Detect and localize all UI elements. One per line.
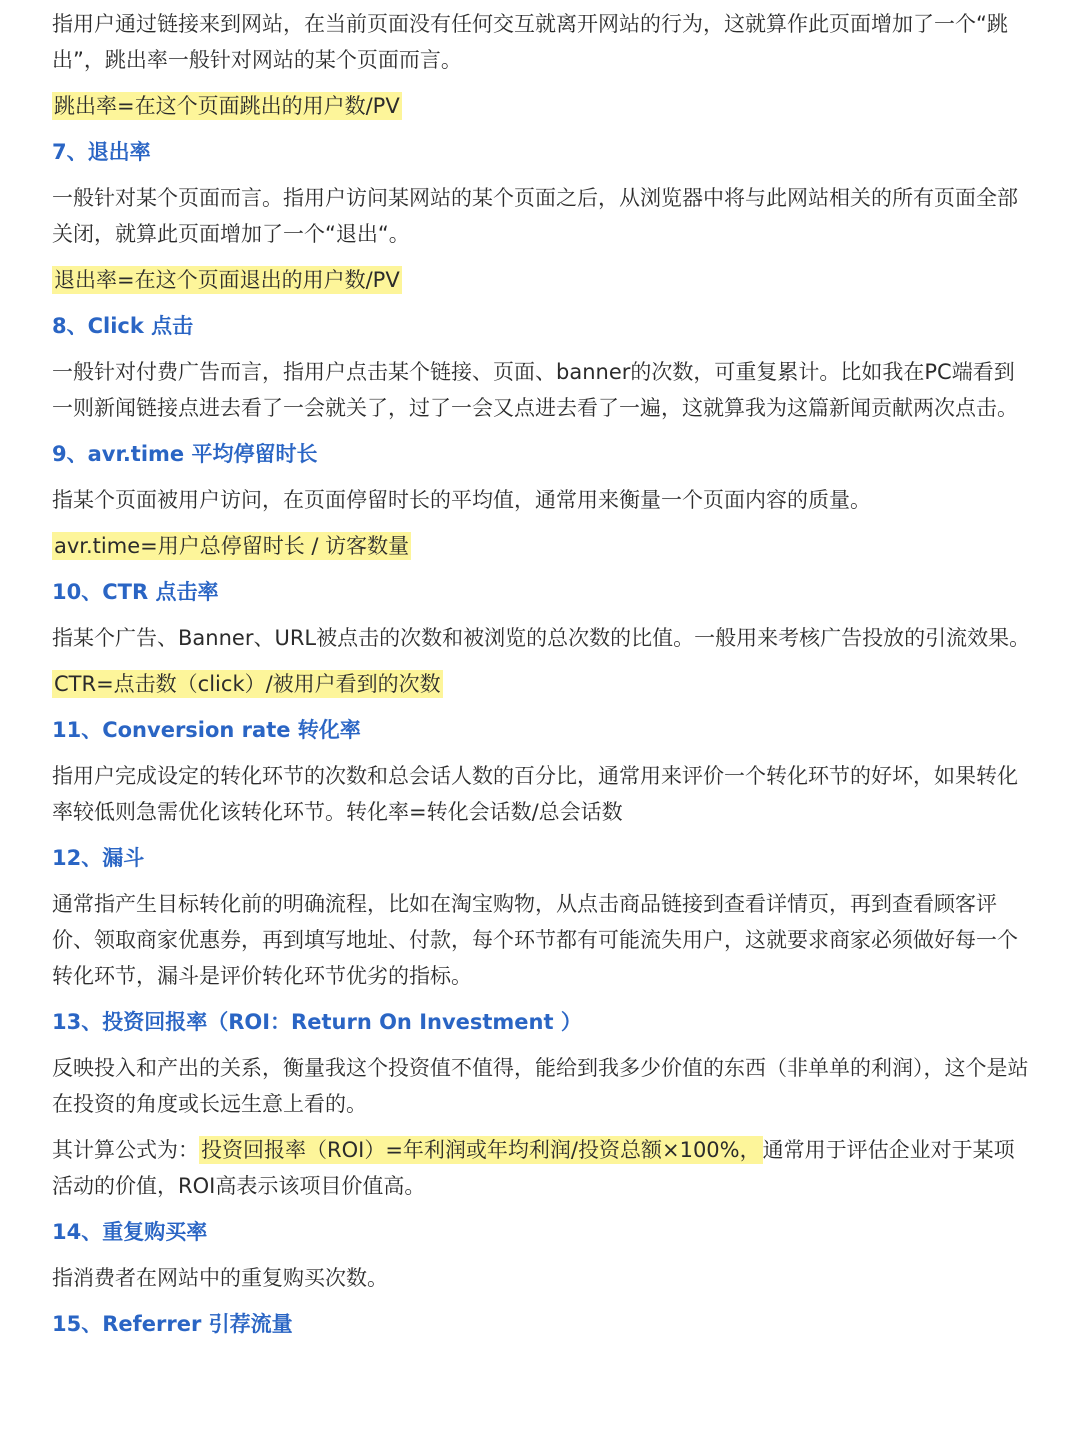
conversion-rate-paragraph: 指用户完成设定的转化环节的次数和总会话人数的百分比，通常用来评价一个转化环节的好坏，如果转化率较低则急需优化该转化环节。转化率=转化会话数/总会话数 <box>52 764 1018 824</box>
avr-time-formula-line <box>52 528 1032 564</box>
roi-calc-paragraph <box>52 1132 1032 1204</box>
heading-click: 8、Click 点击 <box>52 314 194 338</box>
heading-referrer: 15、Referrer 引荐流量 <box>52 1312 293 1336</box>
bounce-rate-formula: 跳出率=在这个页面跳出的用户数/PV <box>54 94 400 118</box>
heading-exit-rate: 7、退出率 <box>52 140 151 164</box>
ctr-paragraph: 指某个广告、Banner、URL被点击的次数和被浏览的总次数的比值。一般用来考核广告投放的引流效果。 <box>52 626 1031 650</box>
ctr-formula: CTR=点击数（click）/被用户看到的次数 <box>54 672 441 696</box>
ctr-formula-line <box>52 666 1032 702</box>
bounce-rate-formula-line <box>52 88 1032 124</box>
article-content <box>52 6 1032 1352</box>
roi-formula: 投资回报率（ROI）=年利润或年均利润/投资总额×100%， <box>201 1138 761 1162</box>
exit-rate-formula: 退出率=在这个页面退出的用户数/PV <box>54 268 400 292</box>
heading-roi: 13、投资回报率（ROI：Return On Investment ） <box>52 1010 582 1034</box>
exit-rate-formula-line <box>52 262 1032 298</box>
funnel-paragraph: 通常指产生目标转化前的明确流程，比如在淘宝购物，从点击商品链接到查看详情页，再到查看顾客评价、领取商家优惠券，再到填写地址、付款，每个环节都有可能流失用户，这就要求商家必须做好每一个转化环节，漏斗是评价转化环节优劣的指标。 <box>52 892 1018 988</box>
roi-paragraph: 反映投入和产出的关系，衡量我这个投资值不值得，能给到我多少价值的东西（非单单的利润），这个是站在投资的角度或长远生意上看的。 <box>52 1056 1029 1116</box>
heading-repeat-purchase-rate: 14、重复购买率 <box>52 1220 208 1244</box>
heading-ctr: 10、CTR 点击率 <box>52 580 219 604</box>
avr-time-paragraph: 指某个页面被用户访问，在页面停留时长的平均值，通常用来衡量一个页面内容的质量。 <box>52 488 871 512</box>
heading-funnel: 12、漏斗 <box>52 846 145 870</box>
avr-time-formula: avr.time=用户总停留时长 / 访客数量 <box>54 534 410 558</box>
roi-calc-suffix: 通常用于评估企业对于某项活动的价值，ROI高表示该项目价值高。 <box>52 1138 1015 1198</box>
click-paragraph: 一般针对付费广告而言，指用户点击某个链接、页面、banner的次数，可重复累计。比如我在PC端看到一则新闻链接点进去看了一会就关了，过了一会又点进去看了一遍，这就算我为这篇新闻贡献两次点击。 <box>52 360 1018 420</box>
heading-avr-time: 9、avr.time 平均停留时长 <box>52 442 318 466</box>
roi-calc-prefix: 其计算公式为： <box>52 1138 199 1162</box>
intro-paragraph: 指用户通过链接来到网站，在当前页面没有任何交互就离开网站的行为，这就算作此页面增加了一个“跳出”，跳出率一般针对网站的某个页面而言。 <box>52 12 1008 72</box>
repeat-purchase-paragraph: 指消费者在网站中的重复购买次数。 <box>52 1266 388 1290</box>
exit-rate-paragraph: 一般针对某个页面而言。指用户访问某网站的某个页面之后，从浏览器中将与此网站相关的所有页面全部关闭，就算此页面增加了一个“退出“。 <box>52 186 1018 246</box>
heading-conversion-rate: 11、Conversion rate 转化率 <box>52 718 361 742</box>
